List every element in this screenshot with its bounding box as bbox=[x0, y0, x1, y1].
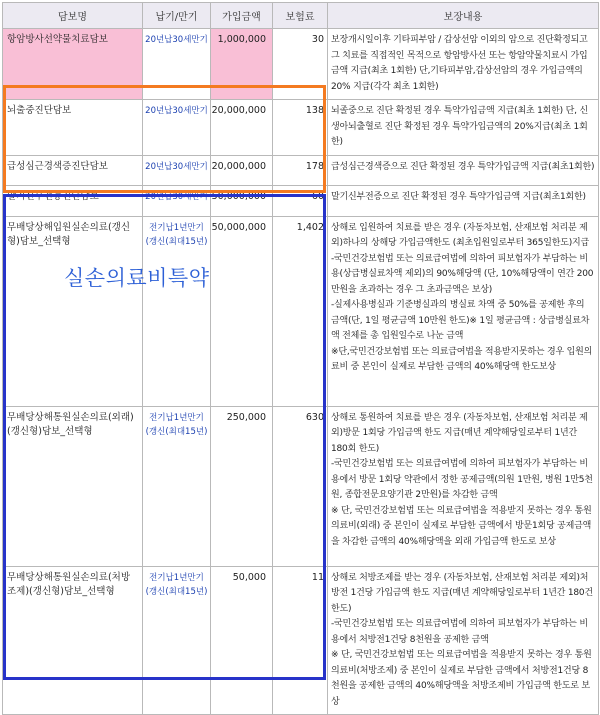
row-coverage: 급성심근경색증으로 진단 확정된 경우 특약가입금액 지급(최초1회한) bbox=[328, 155, 599, 185]
row-name: 급성심근경색증진단담보 bbox=[3, 155, 143, 185]
row-amount: 20,000,000 bbox=[211, 155, 273, 185]
table-row bbox=[3, 406, 599, 566]
row-coverage: 상해로 입원하여 치료를 받은 경우 (자동차보험, 산재보험 처리분 제외)하나의 상해당 가입금액한도 (최초입원일로부터 365일한도)지급 -국민건강보험법 또는 의료급여법에 의하여 피보험자가 부담하는 비용(상급병실료차액 제외)의 90%해당액 (단, 10%해당액이 연간 200만원을 초과하는 경우 그 초과금액은 보상) -실제사용병실과 기준병실과의 병실료 차액 중 50%를 공제한 후의 금액(단, 1일 평균금액 10만원 한도)※ 1일 평균금액 : 상급병실료차액 전체를 총 입원일수로 나눈 금액 ※단,국민건강보험법 또는 의료급여법을 적용받지못하는 경우 입원의료비 중 본인이 실제로 부담한 금액의 40%해당액 한도보상 bbox=[328, 216, 599, 406]
row-name: 무배당상해통원실손의료(처방조제)(갱신형)담보_선택형 bbox=[3, 566, 143, 715]
row-premium: 11 bbox=[273, 566, 328, 715]
row-term: 20년납30세만기 bbox=[143, 185, 211, 216]
row-term: 전기납1년만기(갱신(최대15년) bbox=[143, 406, 211, 566]
row-amount: 20,000,000 bbox=[211, 100, 273, 156]
row-coverage: 보장개시일이후 기타피부암 / 갑상선암 이외의 암으로 진단확정되고 그 치료를 직접적인 목적으로 항암방사선 또는 항암약물치료시 가입금액 지급(최초 1회한) 단,기타피부암,갑상선암의 경우 가입금액의 20% 지급(각각 최초 1회한) bbox=[328, 29, 599, 100]
row-name: 무배당상해입원실손의료(갱신형)담보_선택형 bbox=[3, 216, 143, 406]
table-row bbox=[3, 100, 599, 156]
row-premium: 630 bbox=[273, 406, 328, 566]
row-amount: 50,000 bbox=[211, 566, 273, 715]
table-row bbox=[3, 216, 599, 406]
row-coverage: 상해로 통원하여 치료를 받은 경우 (자동차보험, 산재보험 처리분 제외)방문 1회당 가입금액 한도 지급(매년 계약해당일로부터 1년간 180회 한도) -국민건강보험법 또는 의료급여법에 의하여 피보험자가 부담하는 비용에서 방문 1회당 약관에서 정한 공제금액(의원 1만원, 병원 1만5천원, 종합전문요양기관 2만원)를 차감한 금액 ※ 단, 국민건강보험법 또는 의료급여법을 적용받지 못하는 경우 통원의료비(외래) 중 본인이 실제로 부담한 금액에서 방문1회당 공제금액을 차감한 금액의 40%해당액을 외래 가입금액 한도로 보상 bbox=[328, 406, 599, 566]
row-premium: 138 bbox=[273, 100, 328, 156]
row-name: 무배당상해통원실손의료(외래)(갱신형)담보_선택형 bbox=[3, 406, 143, 566]
medical-expense-rider-label: 실손의료비특약 bbox=[64, 266, 210, 290]
table-row bbox=[3, 29, 599, 100]
row-term: 20년납30세만기 bbox=[143, 29, 211, 100]
table-row bbox=[3, 155, 599, 185]
row-coverage: 말기신부전증으로 진단 확정된 경우 특약가입금액 지급(최초1회한) bbox=[328, 185, 599, 216]
row-name: 뇌출중진단담보 bbox=[3, 100, 143, 156]
row-term: 20년납30세만기 bbox=[143, 100, 211, 156]
row-premium: 1,402 bbox=[273, 216, 328, 406]
coverage-table bbox=[2, 2, 599, 715]
header-coverage: 보장내용 bbox=[328, 3, 599, 29]
row-amount: 50,000,000 bbox=[211, 216, 273, 406]
row-term: 20년납30세만기 bbox=[143, 155, 211, 185]
row-premium: 60 bbox=[273, 185, 328, 216]
row-amount: 1,000,000 bbox=[211, 29, 273, 100]
row-amount: 250,000 bbox=[211, 406, 273, 566]
row-premium: 178 bbox=[273, 155, 328, 185]
row-name: 항암방사선약물치료담보 bbox=[3, 29, 143, 100]
table-row bbox=[3, 566, 599, 715]
table-header-row bbox=[3, 3, 599, 29]
row-coverage: 뇌졸중으로 진단 확정된 경우 특약가입금액 지급(최초 1회한) 단, 신생아뇌출혈로 진단 확정된 경우 특약가입금액의 20%지급(최초 1회한) bbox=[328, 100, 599, 156]
table-row bbox=[3, 185, 599, 216]
row-coverage: 상해로 처방조제를 받는 경우 (자동차보험, 산재보험 처리분 제외)처방전 1건당 가입금액 한도 지급(매년 계약해당일로부터 1년간 180건 한도) -국민건강보험법 또는 의료급여법에 의하여 피보험자가 부담하는 비용에서 처방전1건당 8천원을 공제한 금액 ※ 단, 국민건강보험법 또는 의료급여법을 적용받지 못하는 경우 통원의료비(처방조제) 중 본인이 실제로 부담한 금액에서 처방전1건당 8천원을 공제한 금액의 40%해당액을 처방조제비 가입금액 한도로 보상 bbox=[328, 566, 599, 715]
row-name: 말기신부전증진단담보 bbox=[3, 185, 143, 216]
header-premium: 보험료 bbox=[273, 3, 328, 29]
header-term: 납기/만기 bbox=[143, 3, 211, 29]
row-premium: 30 bbox=[273, 29, 328, 100]
row-amount: 50,000,000 bbox=[211, 185, 273, 216]
row-term: 전기납1년만기(갱신(최대15년) bbox=[143, 566, 211, 715]
header-amount: 가입금액 bbox=[211, 3, 273, 29]
header-name: 담보명 bbox=[3, 3, 143, 29]
row-term: 전기납1년만기(갱신(최대15년) bbox=[143, 216, 211, 406]
